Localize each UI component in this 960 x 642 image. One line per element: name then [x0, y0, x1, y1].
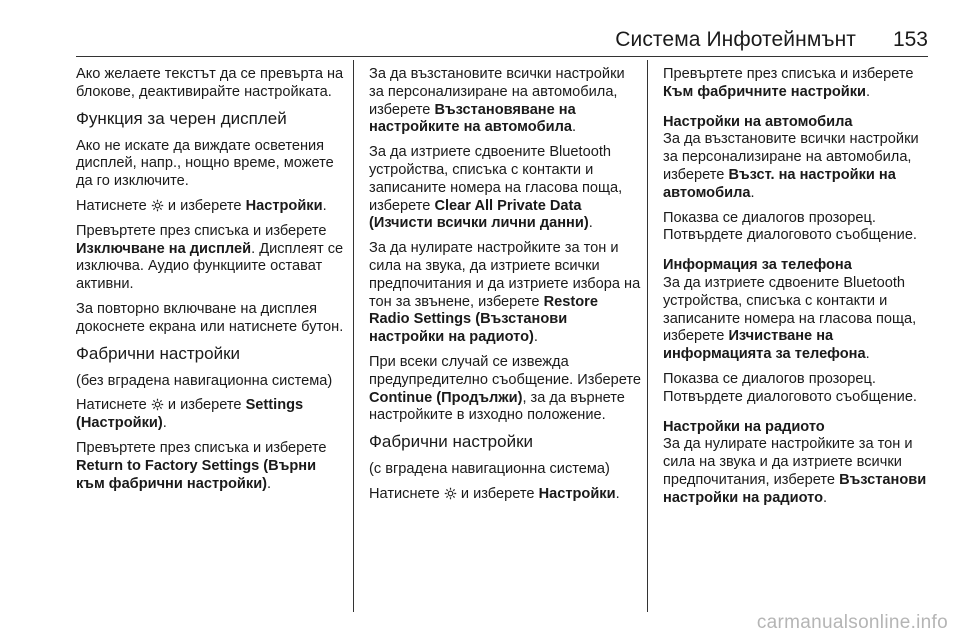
chapter-title: Система Инфотейнмънт	[615, 28, 856, 51]
home-settings-icon	[151, 398, 164, 411]
section-heading-factory: Фабрични настройки	[369, 432, 533, 452]
paragraph: За да нулирате настройките за тон и сила на звука, да изтриете всички предпочитания и да изтриете избора на тон за звънене, изберете Restore Radio Settings (Възстанови настройки на радиото).	[369, 240, 641, 346]
paragraph: Ако желаете текстът да се превърта на блокове, деактивирайте настройката.	[76, 66, 344, 100]
column-3	[663, 66, 933, 515]
menu-label: Изключване на дисплей	[76, 240, 252, 257]
page-number: 153	[892, 28, 928, 51]
paragraph: Показва се диалогов прозорец. Потвърдете диалоговото съобщение.	[663, 209, 917, 244]
paragraph: Натиснете и изберете Settings (Настройки).	[76, 397, 304, 432]
menu-label: Към фабричните настройки	[663, 83, 867, 100]
menu-label: Настройки	[245, 197, 323, 214]
menu-label: Възстанови настройки на радиото	[663, 471, 927, 506]
watermark: carmanualsonline.info	[756, 612, 948, 633]
paragraph: За да възстановите всички настройки за персонализиране на автомобила, изберете Възст. на настройки на автомобила.	[663, 131, 919, 201]
paragraph: За да изтриете сдвоените Bluetooth устройства, списъка с контакти и записаните номера на гласова поща, изберете Изчистване на информацията за телефона.	[663, 274, 917, 363]
paragraph: При всеки случай се извежда предупредително съобщение. Изберете Continue (Продължи), за да върнете настройките в изходно положение.	[369, 353, 642, 424]
paragraph: За да възстановите всички настройки за персонализиране на автомобила, изберете Възстановяване на настройките на автомобила.	[369, 66, 625, 136]
section-heading-black-display: Функция за черен дисплей	[76, 108, 287, 128]
column-1	[76, 66, 348, 500]
paragraph: Превъртете през списъка и изберете Return to Factory Settings (Върни към фабрични настройки).	[76, 439, 327, 492]
paragraph: (с вградена навигационна система)	[369, 461, 610, 478]
menu-label: Настройки	[538, 485, 616, 502]
page-header	[0, 0, 960, 60]
paragraph: Превъртете през списъка и изберете Изключване на дисплей. Дисплеят се изключва. Аудио функциите остават активни.	[76, 222, 344, 293]
menu-label: Continue (Продължи)	[369, 389, 523, 406]
column-divider-1	[353, 60, 354, 612]
menu-label: Settings (Настройки)	[76, 397, 304, 432]
menu-label: Възст. на настройки на автомобила	[663, 166, 896, 201]
paragraph: За да изтриете сдвоените Bluetooth устройства, списъка с контакти и записаните номера на гласова поща, изберете Clear All Private Data (Изчисти всички лични данни).	[369, 144, 623, 232]
subheading-phone-info: Информация за телефона	[663, 257, 852, 274]
paragraph: Натиснете и изберете Настройки.	[76, 197, 327, 214]
menu-label: Restore Radio Settings (Възстанови настройки на радиото)	[369, 293, 598, 346]
paragraph: Натиснете и изберете Настройки.	[369, 485, 620, 502]
paragraph: За повторно включване на дисплея докоснете екрана или натиснете бутон.	[76, 300, 344, 335]
menu-label: Return to Factory Settings (Върни към фабрични настройки)	[76, 457, 317, 492]
subheading-vehicle-settings: Настройки на автомобила	[663, 113, 853, 130]
column-2	[369, 66, 641, 511]
column-divider-2	[647, 60, 648, 612]
paragraph: Превъртете през списъка и изберете Към фабричните настройки.	[663, 66, 914, 100]
paragraph: Показва се диалогов прозорец. Потвърдете диалоговото съобщение.	[663, 370, 917, 405]
home-settings-icon	[151, 199, 164, 212]
menu-label: Възстановяване на настройките на автомобила	[369, 101, 576, 136]
paragraph: (без вградена навигационна система)	[76, 372, 333, 389]
header-rule	[76, 56, 928, 57]
subheading-radio-settings: Настройки на радиото	[663, 418, 825, 435]
menu-label: Изчистване на информацията за телефона	[663, 328, 866, 363]
home-settings-icon	[444, 487, 457, 500]
paragraph: За да нулирате настройките за тон и сила на звука и да изтриете всички предпочитания, изберете Възстанови настройки на радиото.	[663, 436, 927, 506]
section-heading-factory: Фабрични настройки	[76, 343, 240, 363]
menu-label: Clear All Private Data (Изчисти всички лични данни)	[369, 197, 589, 232]
paragraph: Ако не искате да виждате осветения дисплей, напр., нощно време, можете да го изключите.	[76, 137, 334, 190]
